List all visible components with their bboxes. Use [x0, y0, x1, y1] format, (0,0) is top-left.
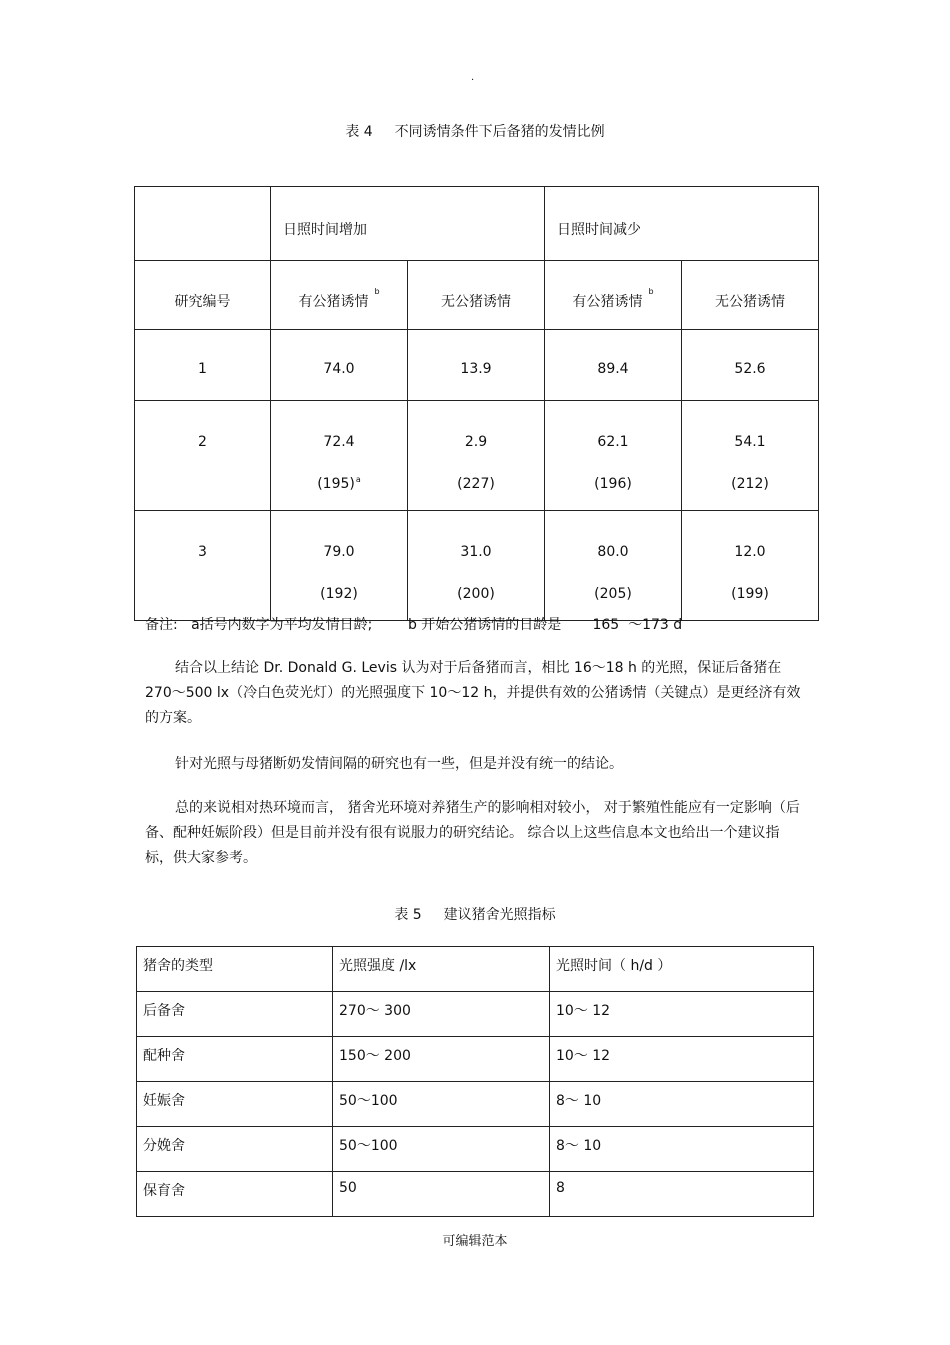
table4-value: 54.1	[734, 434, 766, 450]
table4-value: 12.0	[734, 544, 766, 560]
table4-age: (212)	[731, 476, 769, 492]
table5-cell-duration: 10～ 12	[550, 1037, 814, 1082]
table-row	[137, 1037, 814, 1082]
table5-cell-duration: 8～ 10	[550, 1127, 814, 1172]
table5-cell-type: 保育舍	[137, 1172, 333, 1217]
table4-value: 62.1	[597, 434, 629, 450]
table4-col-boar-increase	[271, 261, 408, 330]
table4-study-id: 1	[135, 330, 271, 401]
table4-caption-number: 表 4	[345, 124, 373, 140]
table-row	[137, 1127, 814, 1172]
table5-cell-intensity: 270～ 300	[333, 992, 550, 1037]
table4-col-boar-label: 有公猪诱情	[572, 294, 643, 310]
table4-age-value: (195)	[317, 476, 355, 492]
table5-cell-type: 分娩舍	[137, 1127, 333, 1172]
table4-group-header-row	[135, 187, 819, 261]
table-row	[135, 401, 819, 511]
table4-col-boar-label: 有公猪诱情	[298, 294, 369, 310]
paragraph-weaning: 针对光照与母猪断奶发情间隔的研究也有一些，但是并没有统一的结论。	[175, 756, 623, 772]
table4-empty-corner	[135, 187, 271, 261]
table4-value: 72.4	[323, 434, 355, 450]
table-row	[135, 330, 819, 401]
table4-age: (192)	[320, 586, 358, 602]
table4-cell	[408, 511, 545, 621]
table-row	[135, 511, 819, 621]
table4-value: 89.4	[545, 330, 682, 401]
table4-cell	[545, 401, 682, 511]
table5-cell-type: 配种舍	[137, 1037, 333, 1082]
table-row	[137, 992, 814, 1037]
table5-cell-intensity: 50	[333, 1172, 550, 1217]
paragraph-conclusion: 结合以上结论 Dr. Donald G. Levis 认为对于后备猪而言，相比 16～18 h 的光照，保证后备猪在 270～500 lx（冷白色荧光灯）的光照强度下 10～12 h，并提供有效的公猪诱情（关键点）是更经济有效的方案。	[145, 660, 801, 726]
table4-age: (200)	[457, 586, 495, 602]
table5-header-duration: 光照时间（ h/d ）	[550, 947, 814, 992]
table4-group-increase: 日照时间增加	[271, 187, 545, 261]
header-mark: .	[471, 72, 475, 83]
paragraph-summary: 总的来说相对热环境而言， 猪舍光环境对养猪生产的影响相对较小， 对于繁殖性能应有一定影响（后备、配种妊娠阶段）但是目前并没有很有说服力的研究结论。 综合以上这些信息本文也给出一个建议指标，供大家参考。	[145, 800, 800, 866]
footnote-b-marker: b	[374, 287, 380, 296]
table4-cell	[545, 511, 682, 621]
table4-cell	[408, 401, 545, 511]
table5-caption-title: 建议猪舍光照指标	[443, 907, 556, 923]
table4-value: 74.0	[271, 330, 408, 401]
table4-group-decrease: 日照时间减少	[545, 187, 819, 261]
table4-value: 2.9	[464, 434, 488, 450]
table4-note: 备注: a括号内数字为平均发情日龄; b 开始公猪诱情的日龄是 165 ～173 d	[145, 617, 683, 633]
table5-cell-intensity: 150～ 200	[333, 1037, 550, 1082]
table5-cell-type: 妊娠舍	[137, 1082, 333, 1127]
table4-cell	[682, 401, 819, 511]
table4-value: 13.9	[408, 330, 545, 401]
table5-header-type: 猪舍的类型	[137, 947, 333, 992]
table4-study-id: 2	[135, 401, 271, 511]
table4-cell	[682, 511, 819, 621]
table5-cell-type: 后备舍	[137, 992, 333, 1037]
table-row	[137, 1082, 814, 1127]
footnote-b-marker: b	[648, 287, 654, 296]
table4-value: 80.0	[597, 544, 629, 560]
table4-study-id: 3	[135, 511, 271, 621]
table4-age	[271, 474, 407, 494]
table5-cell-duration: 8～ 10	[550, 1082, 814, 1127]
table4-cell	[271, 511, 408, 621]
footnote-a-marker: a	[355, 475, 361, 484]
table5-caption-number: 表 5	[394, 907, 422, 923]
table5-header-intensity: 光照强度 /lx	[333, 947, 550, 992]
table4-age: (199)	[731, 586, 769, 602]
table-row	[137, 1172, 814, 1217]
table5-cell-intensity: 50～100	[333, 1082, 550, 1127]
table5-cell-duration: 8	[550, 1172, 814, 1217]
table4-age: (227)	[457, 476, 495, 492]
table4-cell	[271, 401, 408, 511]
table4-col-boar-decrease	[545, 261, 682, 330]
table5-header-row	[137, 947, 814, 992]
table4-subheader-row	[135, 261, 819, 330]
table4-col-noboar-decrease: 无公猪诱情	[682, 261, 819, 330]
table4-value: 52.6	[682, 330, 819, 401]
table4-col-study: 研究编号	[135, 261, 271, 330]
table4-value: 31.0	[460, 544, 492, 560]
table4	[134, 186, 819, 621]
table4-caption-title: 不同诱情条件下后备猪的发情比例	[394, 124, 605, 140]
table4-age: (205)	[594, 586, 632, 602]
table4-value: 79.0	[323, 544, 355, 560]
table5	[136, 946, 814, 1217]
table4-caption	[0, 121, 950, 141]
table4-col-noboar-increase: 无公猪诱情	[408, 261, 545, 330]
table5-cell-duration: 10～ 12	[550, 992, 814, 1037]
table4-age: (196)	[594, 476, 632, 492]
table5-caption	[0, 904, 950, 924]
table5-cell-intensity: 50～100	[333, 1127, 550, 1172]
page-footer: 可编辑范本	[442, 1234, 508, 1249]
